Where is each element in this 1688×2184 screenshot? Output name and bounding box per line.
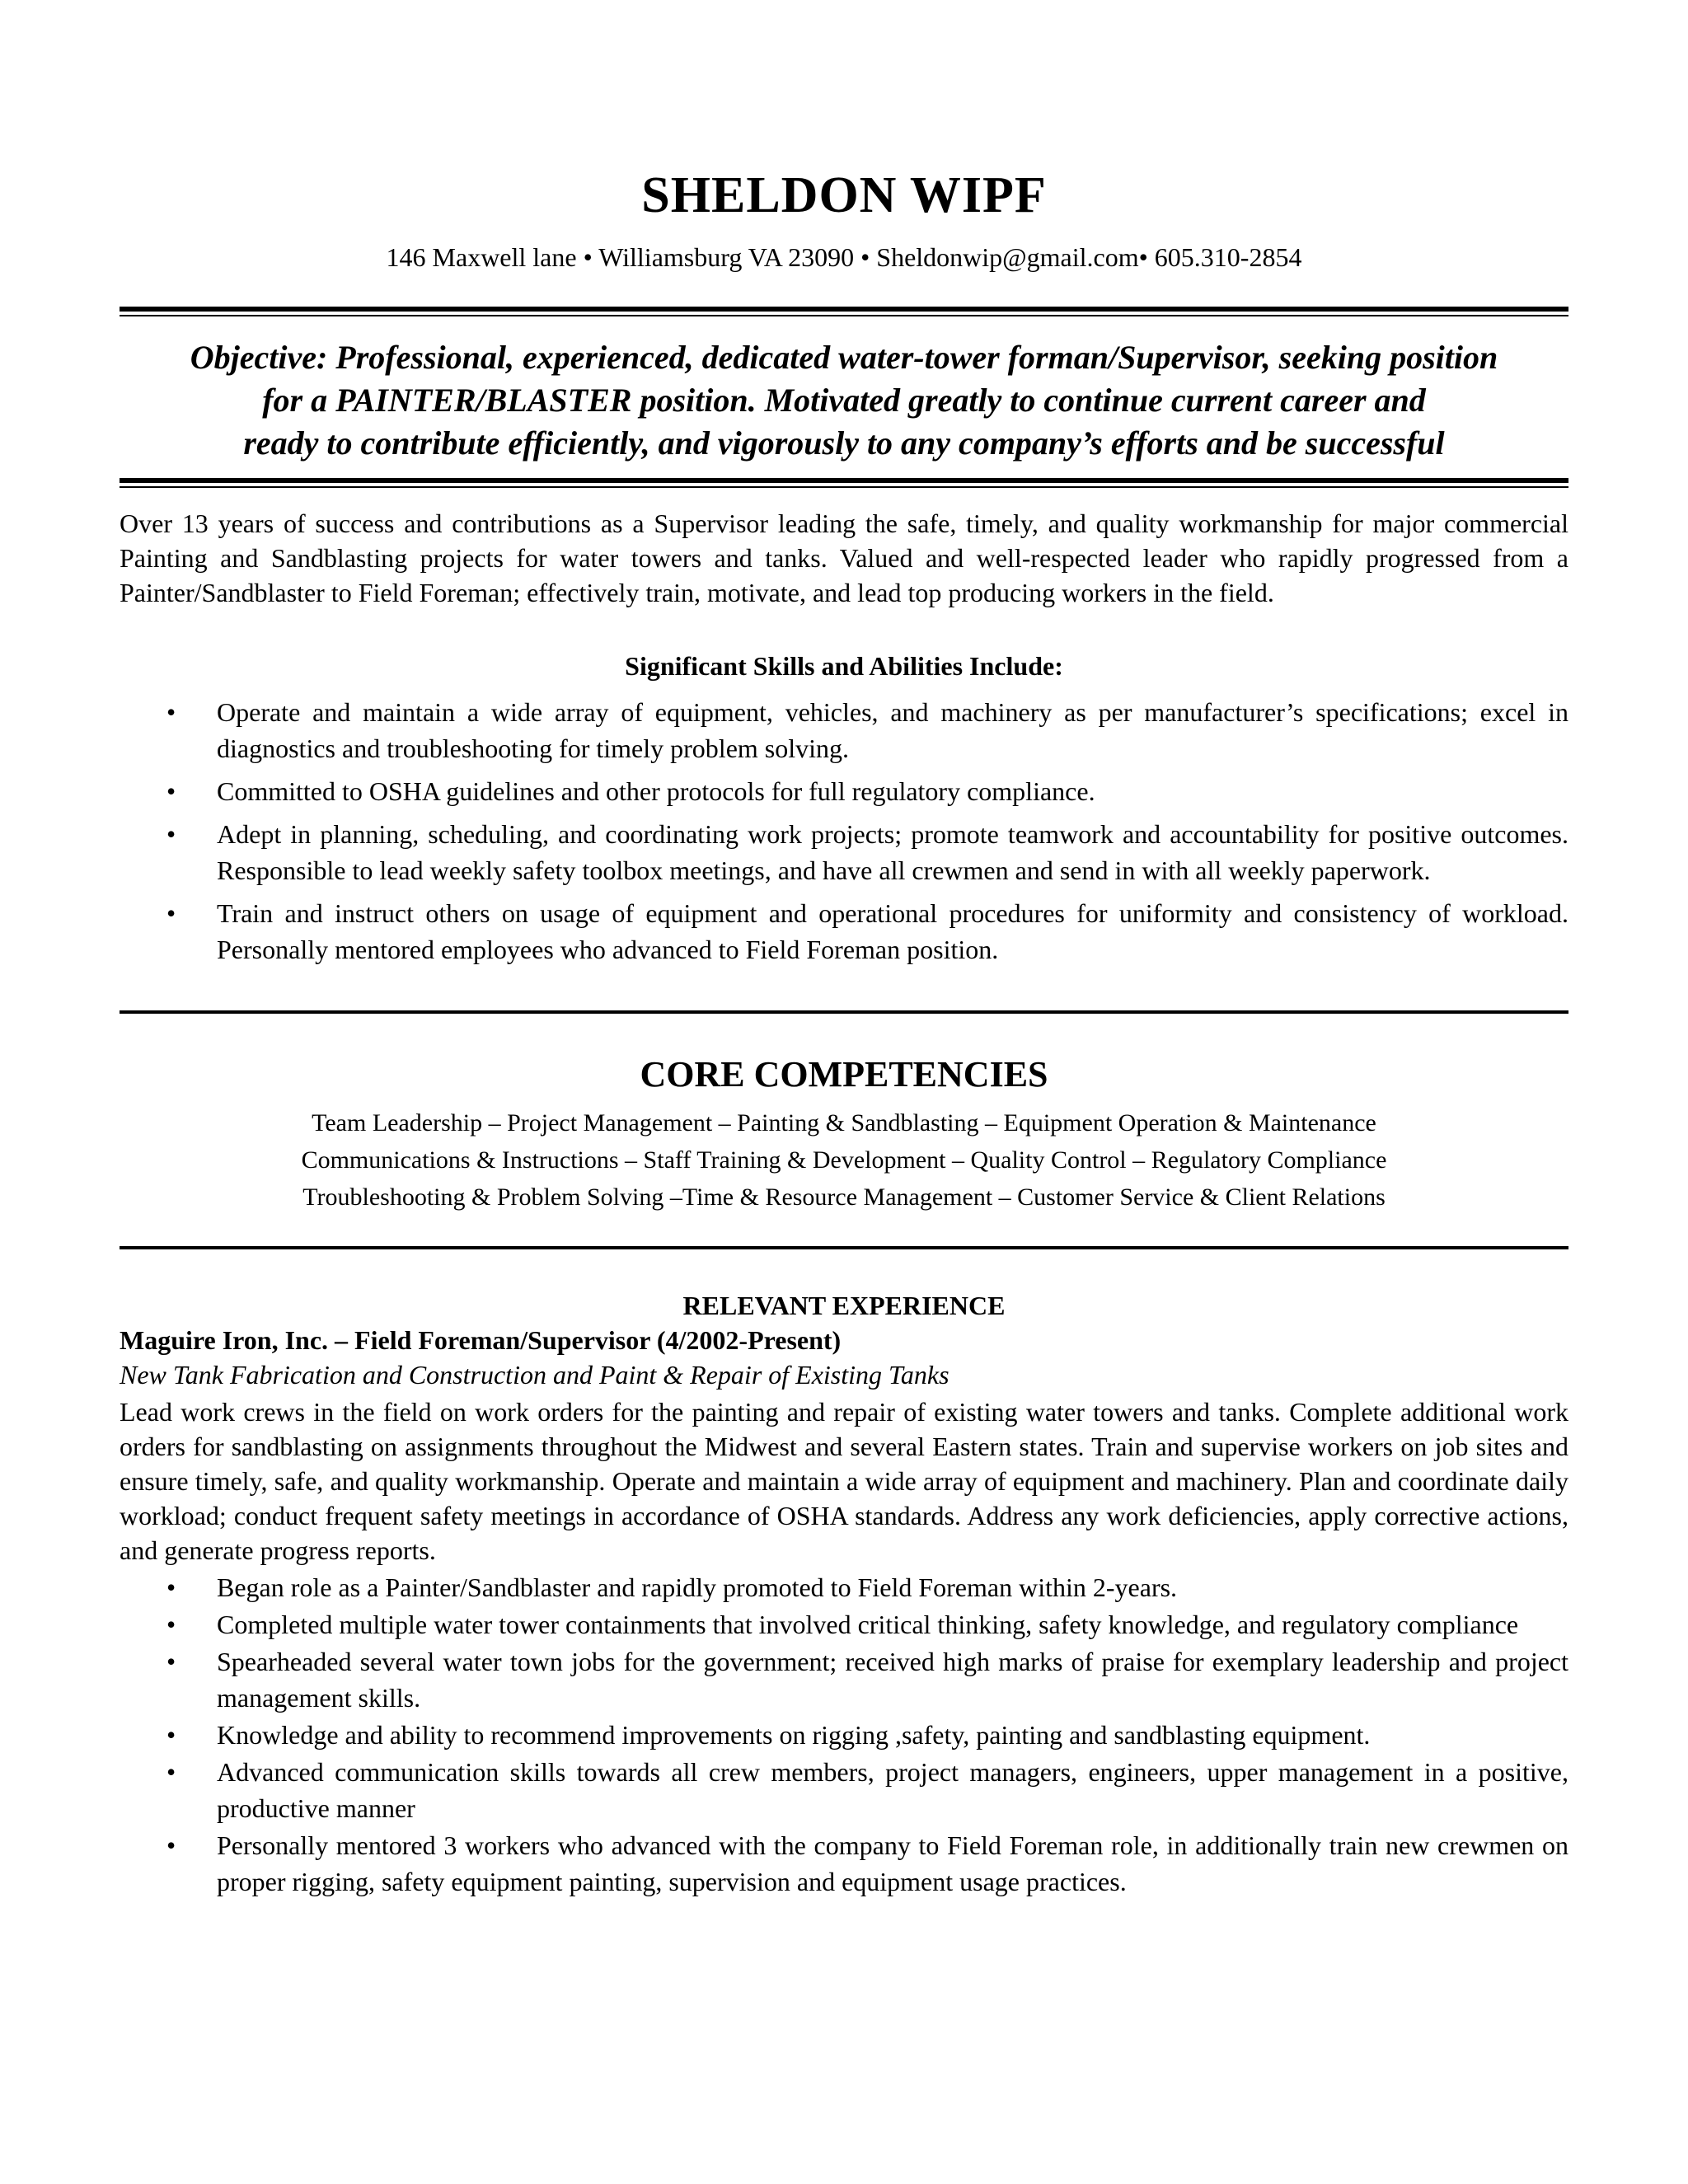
achievement-text: Completed multiple water tower containments that involved critical thinking, safety knowledge, and regulatory compliance (217, 1610, 1519, 1639)
bullet-icon: • (166, 1610, 176, 1639)
objective-line: Objective: Professional, experienced, dedicated water-tower forman/Supervisor, seeking position (190, 339, 1498, 376)
objective-divider (120, 478, 1568, 483)
job-achievements-list (120, 1569, 1568, 1900)
achievement-text: Spearheaded several water town jobs for the government; received high marks of praise for exemplary leadership and project management skills. (217, 1647, 1568, 1713)
bullet-icon: • (166, 1647, 176, 1676)
objective-line: for a PAINTER/BLASTER position. Motivated greatly to continue current career and (262, 382, 1426, 419)
list-item (120, 1717, 1568, 1753)
skill-text: Operate and maintain a wide array of equipment, vehicles, and machinery as per manufacturer’s specifications; excel in diagnostics and troubleshooting for timely problem solving. (217, 697, 1568, 763)
core-competencies-heading: CORE COMPETENCIES (640, 1054, 1048, 1094)
core-competencies-list (120, 1104, 1568, 1216)
competency-line: Communications & Instructions – Staff Training & Development – Quality Control – Regulatory Compliance (301, 1146, 1387, 1174)
achievement-text: Advanced communication skills towards all crew members, project managers, engineers, upper management in a positive, productive manner (217, 1757, 1568, 1823)
bullet-icon: • (166, 819, 176, 849)
skills-heading: Significant Skills and Abilities Include: (625, 651, 1063, 681)
header-divider (120, 307, 1568, 312)
skill-text: Adept in planning, scheduling, and coordinating work projects; promote teamwork and accountability for positive outcomes. Responsible to lead weekly safety toolbox meetings, and have all crewmen and send in with all weekly paperwork. (217, 819, 1568, 885)
bullet-icon: • (166, 1720, 176, 1750)
list-item (120, 895, 1568, 968)
competency-line: Troubleshooting & Problem Solving –Time & Resource Management – Customer Service & Client Relations (302, 1183, 1386, 1211)
achievement-text: Personally mentored 3 workers who advanced with the company to Field Foreman role, in additionally train new crewmen on proper rigging, safety equipment painting, supervision and equipment usage practices. (217, 1830, 1568, 1896)
candidate-name: SHELDON WIPF (641, 167, 1047, 223)
list-item (120, 773, 1568, 809)
list-item (120, 1754, 1568, 1826)
bullet-icon: • (166, 697, 176, 727)
job-subtitle: New Tank Fabrication and Construction and Paint & Repair of Existing Tanks (120, 1360, 950, 1390)
bullet-icon: • (166, 776, 176, 806)
objective-statement (120, 336, 1568, 465)
list-item (120, 1643, 1568, 1716)
list-item (120, 816, 1568, 888)
skills-list (120, 694, 1568, 974)
core-divider (120, 1246, 1568, 1249)
objective-line: ready to contribute efficiently, and vigorously to any company’s efforts and be successful (243, 424, 1445, 462)
bullet-icon: • (166, 1572, 176, 1602)
competency-line: Team Leadership – Project Management – Painting & Sandblasting – Equipment Operation & Maintenance (312, 1109, 1376, 1137)
job-description: Lead work crews in the field on work orders for the painting and repair of existing water towers and tanks. Complete additional work orders for sandblasting on assignments throughout the Midwest and several Eastern states. Train and supervise workers on job sites and ensure timely, safe, and quality workmanship. Operate and maintain a wide array of equipment and machinery. Plan and coordinate daily workload; conduct frequent safety meetings in accordance of OSHA standards. Address any work deficiencies, apply corrective actions, and generate progress reports. (120, 1397, 1568, 1565)
achievement-text: Knowledge and ability to recommend improvements on rigging ,safety, painting and sandblasting equipment. (217, 1720, 1371, 1750)
bullet-icon: • (166, 1830, 176, 1860)
bullet-icon: • (166, 898, 176, 928)
skill-text: Committed to OSHA guidelines and other protocols for full regulatory compliance. (217, 776, 1095, 806)
experience-heading: RELEVANT EXPERIENCE (682, 1291, 1006, 1320)
list-item (120, 1827, 1568, 1900)
bullet-icon: • (166, 1757, 176, 1787)
job-title: Maguire Iron, Inc. – Field Foreman/Supervisor (4/2002-Present) (120, 1325, 842, 1355)
summary-paragraph: Over 13 years of success and contributions as a Supervisor leading the safe, timely, and quality workmanship for major commercial Painting and Sandblasting projects for water towers and tanks. Valued and well-respected leader who rapidly progressed from a Painter/Sandblaster to Field Foreman; effectively train, motivate, and lead top producing workers in the field. (120, 509, 1568, 607)
skills-divider (120, 1010, 1568, 1014)
list-item (120, 1606, 1568, 1643)
list-item (120, 1569, 1568, 1605)
skill-text: Train and instruct others on usage of equipment and operational procedures for uniformity and consistency of workload. Personally mentored employees who advanced to Field Foreman position. (217, 898, 1568, 964)
achievement-text: Began role as a Painter/Sandblaster and rapidly promoted to Field Foreman within 2-years. (217, 1572, 1178, 1602)
list-item (120, 694, 1568, 766)
contact-line: 146 Maxwell lane • Williamsburg VA 23090 • Sheldonwip@gmail.com• 605.310-2854 (386, 242, 1302, 272)
